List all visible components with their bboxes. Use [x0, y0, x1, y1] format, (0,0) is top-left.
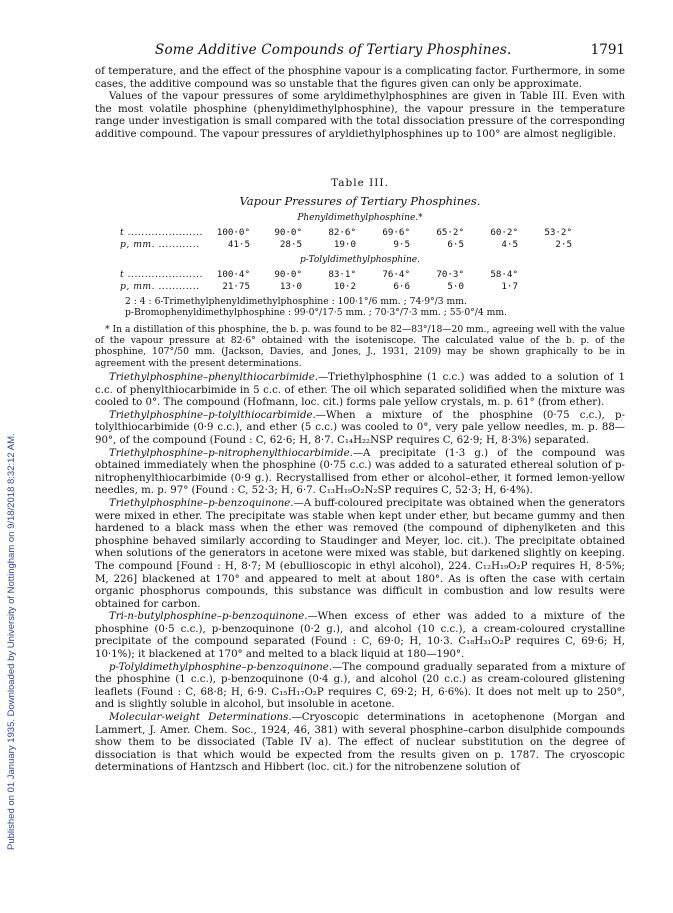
- table-cell: 6·5: [447, 239, 464, 250]
- section-body: —Triethylphosphine (1 c.c.) was added to a solution of 1 c.c. of phenylthiocarbimide in 5 c.c. of ether. The oil which separated solidified when the mixture was cooled to 0°. The compound (Hofmann, loc. cit.) forms pale yellow crystals, m. p. 61° (from ether).: [95, 372, 625, 409]
- table-cell: 19·0: [333, 239, 356, 250]
- intro-paragraph: Values of the vapour pressures of some aryldimethylphosphines are given in Table III. Even with the most volatile phosphine (phenyldimethylphosphine), the vapour pressure in the temperature range under investigation is small compared with the total dissociation pressure of the corresponding additive compound. The vapour pressures of aryldiethylphosphines up to 100° are almost negligible.: [95, 91, 625, 140]
- section-paragraph: [95, 448, 625, 498]
- section-paragraph: [95, 498, 625, 611]
- section-body: —A buff-coloured precipitate was obtained when the generators were mixed in ether. The precipitate was stable when kept under ether, but became gummy and then hardened to a black mass when the ether was removed (the compound of diphenylketen and this phosphine behaved similarly according to Staudinger and Meyer, loc. cit.). The precipitate obtained when solutions of the generators in acetone were mixed was stable, but darkened slightly on keeping. The compound [Found : H, 8·7; M (ebullioscopic in ethyl alcohol), 224. C₁₂H₁₉O₂P requires H, 8·5%; M, 226] blackened at 170° and appeared to melt at about 180°. As is often the case with certain organic phosphorus compounds, this substance was difficult in combustion and low results were obtained for carbon.: [95, 497, 625, 610]
- table-cell: 4·5: [501, 239, 518, 250]
- page-header: [95, 42, 625, 58]
- intro-text: [95, 66, 625, 142]
- table-cell: 21·75: [222, 281, 250, 292]
- table-row-temperature: [120, 227, 572, 238]
- section-paragraph: [95, 712, 625, 775]
- table-group-heading: Phenyldimethylphosphine.*: [297, 213, 423, 223]
- table-cell: 69·6°: [382, 227, 410, 238]
- table-row-pressure: [120, 281, 560, 292]
- table-cell: 58·4°: [490, 269, 518, 280]
- running-title: Some Additive Compounds of Tertiary Phosphines.: [155, 42, 512, 58]
- table-cell: 90·0°: [274, 269, 302, 280]
- section-title: Triethylphosphine–p-nitrophenylthiocarbimide.: [109, 447, 353, 459]
- table-cell: 100·0°: [216, 227, 250, 238]
- download-notice: [6, 130, 20, 850]
- table-caption: Vapour Pressures of Tertiary Phosphines.: [239, 194, 481, 208]
- table-label: Table III.: [331, 177, 389, 189]
- table-row-pressure: [120, 239, 572, 250]
- table-cell: 100·4°: [216, 269, 250, 280]
- table-cell: 76·4°: [382, 269, 410, 280]
- section-title: Tri-n-butylphosphine–p-benzoquinone.: [109, 611, 308, 623]
- table-row-temperature: [120, 269, 560, 280]
- table-cell: 28·5: [279, 239, 302, 250]
- table-cell: 60·2°: [490, 227, 518, 238]
- section-title: Triethylphosphine–p-benzoquinone.: [109, 497, 294, 509]
- table-note: p-Bromophenyldimethylphosphine : 99·0°/17·5 mm. ; 70·3°/7·3 mm. ; 55·0°/4 mm.: [125, 307, 507, 318]
- footnote-text: * In a distillation of this phosphine, the b. p. was found to be 82—83°/18—20 mm., agreeing well with the value of the vapour pressure at 82·6° obtained with the isoteniscope. The calculated value of the b. p. of the phosphine, 107°/50 mm. (Jackson, Davies, and Jones, J., 1931, 2109) may be shown graphically to be in agreement with the present determinations.: [95, 324, 625, 369]
- section-paragraph: [95, 611, 625, 661]
- experimental-text: [95, 372, 625, 775]
- section-paragraph: [95, 372, 625, 410]
- table-cell: 2·5: [555, 239, 572, 250]
- page-number: 1791: [590, 42, 625, 58]
- table-cell: 1·7: [501, 281, 518, 292]
- section-body: —The compound gradually separated from a mixture of the phosphine (1 c.c.), p-benzoquinone (0·4 g.), and alcohol (20 c.c.) as cream-coloured glistening leaflets (Found : C, 68·8; H, 6·9. C₁₅H₁₇O₂P requires C, 69·2; H, 6·6%). It does not melt up to 250°, and is slightly soluble in alcohol, but insoluble in acetone.: [95, 661, 625, 711]
- section-title: Triethylphosphine–p-tolylthiocarbimide.: [109, 409, 316, 421]
- section-paragraph: [95, 410, 625, 448]
- table-cell: 53·2°: [544, 227, 572, 238]
- section-title: Molecular-weight Determinations.: [109, 712, 292, 724]
- section-body: —A precipitate (1·3 g.) of the compound was obtained immediately when the phosphine (0·75 c.c.) was added to a saturated ethereal solution of p-nitrophenylthiocarbimide (0·9 g.). Recrystallised from ether or alcohol–ether, it formed lemon-yellow needles, m. p. 97° (Found : C, 52·3; H, 6·7. C₁₃H₁₉O₂N₂SP requires C, 52·3; H, 6·4%).: [95, 447, 625, 497]
- row-label: p, mm. ............: [120, 281, 200, 292]
- table-note: 2 : 4 : 6-Trimethylphenyldimethylphosphine : 100·1°/6 mm. ; 74·9°/3 mm.: [125, 296, 467, 307]
- table-cell: 9·5: [393, 239, 410, 250]
- section-body: —When excess of ether was added to a mixture of the phosphine (0·5 c.c.), p-benzoquinone (0·2 g.), and alcohol (10 c.c.), a cream-coloured crystalline precipitate of the compound separated (Found : C, 69·0; H, 10·3. C₁₈H₃₁O₂P requires C, 69·6; H, 10·1%); it blackened at 170° and melted to a black liquid at 180—190°.: [95, 611, 625, 661]
- table-cell: 41·5: [227, 239, 250, 250]
- row-label: t ......................: [120, 269, 203, 280]
- footnote: [95, 324, 625, 369]
- table-cell: 90·0°: [274, 227, 302, 238]
- table-cell: 13·0: [279, 281, 302, 292]
- section-body: —When a mixture of the phosphine (0·75 c.c.), p-tolylthiocarbimide (0·9 c.c.), and ether (5 c.c.) was cooled to 0°, very pale yellow needles, m. p. 88—90°, of the compound (Found : C, 62·6; H, 8·7. C₁₄H₂₂NSP requires C, 62·9; H, 8·3%) separated.: [95, 409, 625, 446]
- table-cell: 83·1°: [328, 269, 356, 280]
- table-group-heading: p-Tolyldimethylphosphine.: [300, 255, 420, 265]
- section-paragraph: [95, 662, 625, 712]
- table-cell: 65·2°: [436, 227, 464, 238]
- row-label: p, mm. ............: [120, 239, 200, 250]
- table-cell: 5·0: [447, 281, 464, 292]
- intro-paragraph: of temperature, and the effect of the phosphine vapour is a complicating factor. Furthermore, in some cases, the additive compound was so unstable that the figures given can only be approximate.: [95, 66, 625, 90]
- section-body: —Cryoscopic determinations in acetophenone (Morgan and Lammert, J. Amer. Chem. Soc., 1924, 46, 381) with several phosphine–carbon disulphide compounds show them to be dissociated (Table IV a). The effect of nuclear substitution on the degree of dissociation is that which would be expected from the results given on p. 1787. The cryoscopic determinations of Hantzsch and Hibbert (loc. cit.) for the nitrobenzene solution of: [95, 712, 625, 774]
- row-label: t ......................: [120, 227, 203, 238]
- table-cell: 70·3°: [436, 269, 464, 280]
- table-cell: 6·6: [393, 281, 410, 292]
- download-notice-text: Published on 01 January 1935. Downloaded by University of Nottingham on 9/18/2018 8:32:12 AM.: [6, 433, 17, 850]
- section-title: p-Tolyldimethylphosphine–p-benzoquinone.: [109, 661, 333, 673]
- section-title: Triethylphosphine–phenylthiocarbimide.: [109, 372, 318, 383]
- table-cell: 82·6°: [328, 227, 356, 238]
- table-cell: 10·2: [333, 281, 356, 292]
